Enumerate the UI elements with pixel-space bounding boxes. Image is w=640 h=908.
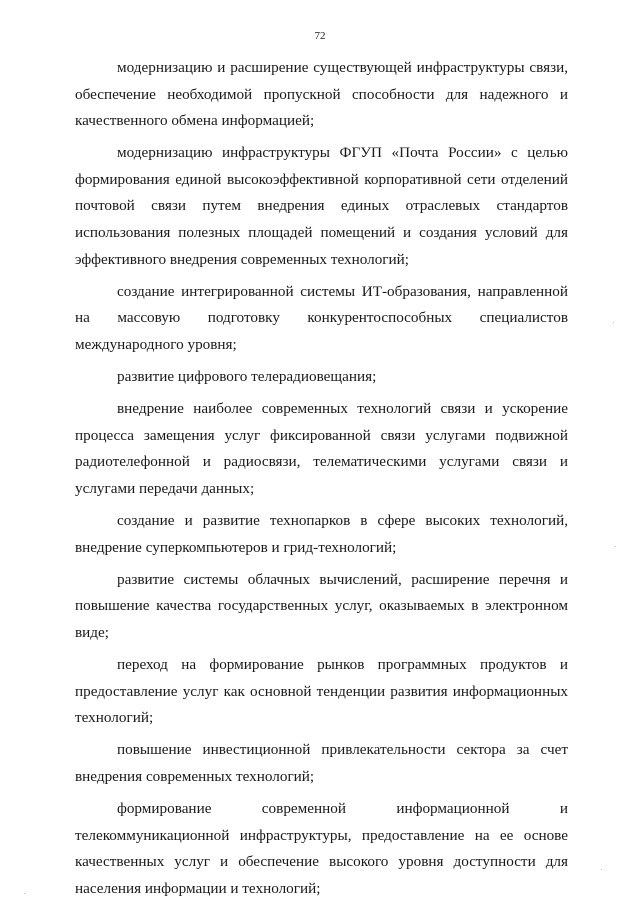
list-item: развитие системы облачных вычислений, расширение перечня и повышение качества государственных услуг, оказываемых в электронном виде;	[75, 570, 568, 641]
page-body	[75, 55, 568, 908]
scan-speck	[601, 869, 602, 870]
list-item: модернизацию и расширение существующей инфраструктуры связи, обеспечение необходимой пропускной способности для надежного и качественного обмена информацией;	[75, 59, 568, 130]
scan-speck	[613, 322, 614, 323]
list-item: развитие цифрового телерадиовещания;	[117, 368, 377, 386]
list-item: повышение инвестиционной привлекательности сектора за счет внедрения современных технологий;	[75, 741, 568, 785]
list-item: создание и развитие технопарков в сфере высоких технологий, внедрение суперкомпьютеров и грид-технологий;	[75, 512, 568, 556]
scan-speck	[24, 893, 25, 894]
list-item: формирование современной информационной и телекоммуникационной инфраструктуры, предоставление на ее основе качественных услуг и обеспечение высокого уровня доступности для населения информации и технологий;	[75, 799, 568, 897]
list-item: модернизацию инфраструктуры ФГУП «Почта России» с целью формирования единой высокоэффективной корпоративной сети отделений почтовой связи путем внедрения единых отраслевых стандартов использования полезных площадей помещений и создания условий для эффективного внедрения современных технологий;	[75, 144, 568, 268]
list-item: создание интегрированной системы ИТ-образования, направленной на массовую подготовку конкурентоспособных специалистов международного уровня;	[75, 282, 568, 353]
scan-speck	[615, 546, 616, 547]
list-item: внедрение наиболее современных технологий связи и ускорение процесса замещения услуг фиксированной связи услугами подвижной радиотелефонной и радиосвязи, телематическими услугами связи и услугами передачи данных;	[75, 400, 568, 497]
list-item: переход на формирование рынков программных продуктов и предоставление услуг как основной тенденции развития информационных технологий;	[75, 655, 568, 727]
page-number: 72	[314, 30, 326, 42]
